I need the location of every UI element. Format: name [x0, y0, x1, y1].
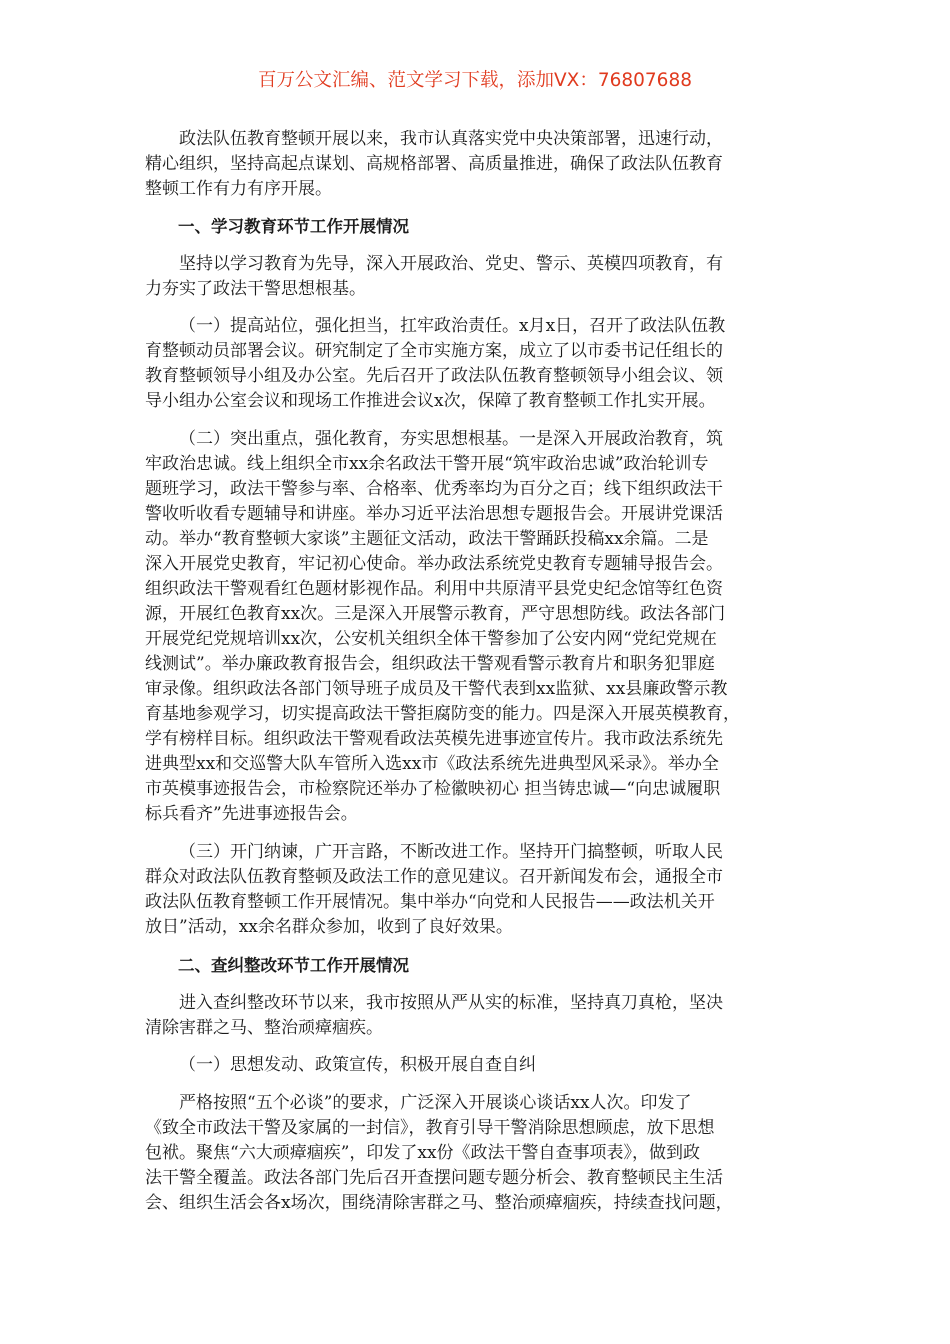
watermark-header: 百万公文汇编、范文学习下载，添加VX：76807688: [258, 70, 692, 91]
section-1-item-2: （二）突出重点，强化教育，夯实思想根基。一是深入开展政治教育，筑 牢政治忠诚。线上组织全市xx余名政法干警开展“筑牢政治忠诚”政治轮训专 题班学习，政法干警参与率、合格率、优秀率均为百分之百；线下组织政法干 警收听收看专题辅导和讲座。举办习近平法治思想专题报告会。开展讲党课活 动。举办“教育整顿大家谈”主题征文活动，政法干警踊跃投稿xx余篇。二是 深入开展党史教育，牢记初心使命。举办政法系统党史教育专题辅导报告会。 组织政法干警观看红色题材影视作品。利用中共原清平县党史纪念馆等红色资 源，开展红色教育xx次。三是深入开展警示教育，严守思想防线。政法各部门 开展党纪党规培训xx次，公安机关组织全体干警参加了公安内网“党纪党规在 线测试”。举办廉政教育报告会，组织政法干警观看警示教育片和职务犯罪庭 审录像。组织政法各部门领导班子成员及干警代表到xx监狱、xx县廉政警示教 育基地参观学习，切实提高政法干警拒腐防变的能力。四是深入开展英模教育， 学有榜样目标。组织政法干警观看政法英模先进事迹宣传片。我市政法系统先 进典型xx和交巡警大队车管所入选xx市《政法系统先进典型风采录》。举办全 市英模事迹报告会，市检察院还举办了检徽映初心 担当铸忠诚—“向忠诚履职 标兵看齐”先进事迹报告会。: [145, 429, 740, 824]
section-1-intro: 坚持以学习教育为先导，深入开展政治、党史、警示、英模四项教育，有 力夯实了政法干警思想根基。: [145, 254, 723, 299]
section-2-paragraph: 严格按照“五个必谈”的要求，广泛深入开展谈心谈话xx人次。印发了 《致全市政法干警及家属的一封信》，教育引导干警消除思想顾虑，放下思想 包袱。聚焦“六大顽瘴痼疾”，印发了xx份《政法干警自查事项表》，做到政 法干警全覆盖。政法各部门先后召开查摆问题专题分析会、教育整顿民主生活 会、组织生活会各x场次，围绕清除害群之马、整治顽瘴痼疾，持续查找问题，: [145, 1093, 733, 1213]
section-1-item-3: （三）开门纳谏，广开言路，不断改进工作。坚持开门搞整顿，听取人民 群众对政法队伍教育整顿及政法工作的意见建议。召开新闻发布会，通报全市 政法队伍教育整顿工作开展情况。集中举办“向党和人民报告——政法机关开 放日”活动，xx余名群众参加，收到了良好效果。: [145, 842, 723, 937]
section-heading-1: 一、学习教育环节工作开展情况: [178, 217, 409, 236]
section-1-item-1: （一）提高站位，强化担当，扛牢政治责任。x月x日，召开了政法队伍教 育整顿动员部署会议。研究制定了全市实施方案，成立了以市委书记任组长的 教育整顿领导小组及办公室。先后召开了政法队伍教育整顿领导小组会议、领 导小组办公室会议和现场工作推进会议x次，保障了教育整顿工作扎实开展。: [145, 316, 726, 411]
section-heading-2: 二、查纠整改环节工作开展情况: [178, 956, 409, 975]
document-body: [145, 127, 817, 1228]
intro-paragraph: 政法队伍教育整顿开展以来，我市认真落实党中央决策部署，迅速行动， 精心组织，坚持高起点谋划、高规格部署、高质量推进，确保了政法队伍教育 整顿工作有力有序开展。: [145, 129, 723, 199]
section-2-intro: 进入查纠整改环节以来，我市按照从严从实的标准，坚持真刀真枪，坚决 清除害群之马、整治顽瘴痼疾。: [145, 993, 723, 1038]
section-2-subheading-1: （一）思想发动、政策宣传，积极开展自查自纠: [179, 1055, 536, 1075]
